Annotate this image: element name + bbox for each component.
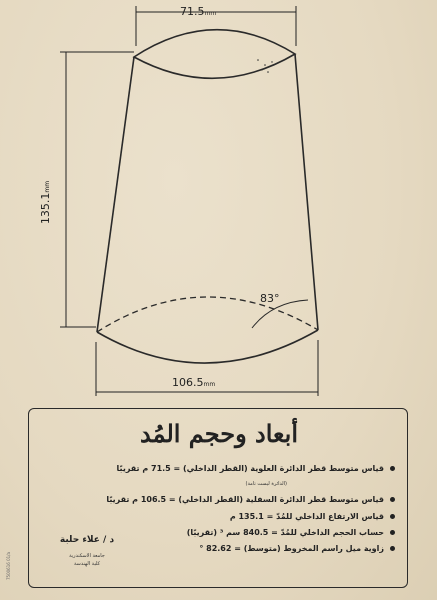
list-item <box>199 544 395 553</box>
bullet-icon <box>390 466 395 471</box>
bottom-diameter-unit: mm <box>203 381 216 388</box>
list-item <box>117 464 395 473</box>
affiliation-university: جامعة الاسكندرية <box>69 553 105 559</box>
cone-right-side <box>295 54 318 330</box>
bullet-icon <box>390 530 395 535</box>
bullet-icon <box>390 546 395 551</box>
author-name: د / علاء حلبة <box>59 535 115 545</box>
top-diameter-unit: mm <box>204 10 217 17</box>
top-diameter-value: 71.5 <box>180 5 205 18</box>
affiliation-faculty: كلية الهندسة <box>73 561 101 567</box>
item-note: (الدائرة ليست تامة) <box>245 481 287 487</box>
list-item-text: قياس الارتفاع الداخلي للمُدّ = 135.1 م <box>229 512 384 521</box>
list-item-text: حساب الحجم الداخلي للمُدّ = 840.5 سم ³ (تقريبًا) <box>186 528 384 537</box>
bottom-diameter-label <box>172 376 215 389</box>
bottom-diameter-value: 106.5 <box>172 376 204 389</box>
cone-left-side <box>97 57 134 332</box>
info-box <box>28 408 408 588</box>
height-label <box>39 181 52 224</box>
info-box-title: أبعاد وحجم المُد <box>140 419 298 448</box>
bottom-ellipse-front <box>97 330 318 363</box>
height-unit: mm <box>44 180 52 193</box>
height-value: 135.1 <box>39 192 53 225</box>
list-item <box>106 495 395 504</box>
top-diameter-label <box>180 5 216 18</box>
list-item <box>230 512 395 521</box>
angle-label: 83° <box>260 292 280 305</box>
top-opening-ellipse <box>134 30 295 79</box>
bullet-icon <box>390 514 395 519</box>
list-item-text: قياس متوسط قطر الدائرة العلوية (القطر الداخلي) = 71.5 م تقريبًا <box>116 464 384 473</box>
side-code: 7500616 01/a <box>6 552 11 580</box>
list-item <box>187 528 395 537</box>
list-item-text: زاوية ميل راسم المخروط (متوسط) = 82.62 ° <box>199 544 384 553</box>
bottom-ellipse-back <box>97 297 318 332</box>
list-item-text: قياس متوسط قطر الدائرة السفلية (القطر الداخلي) = 106.5 م تقريبًا <box>106 495 384 504</box>
bullet-icon <box>390 497 395 502</box>
